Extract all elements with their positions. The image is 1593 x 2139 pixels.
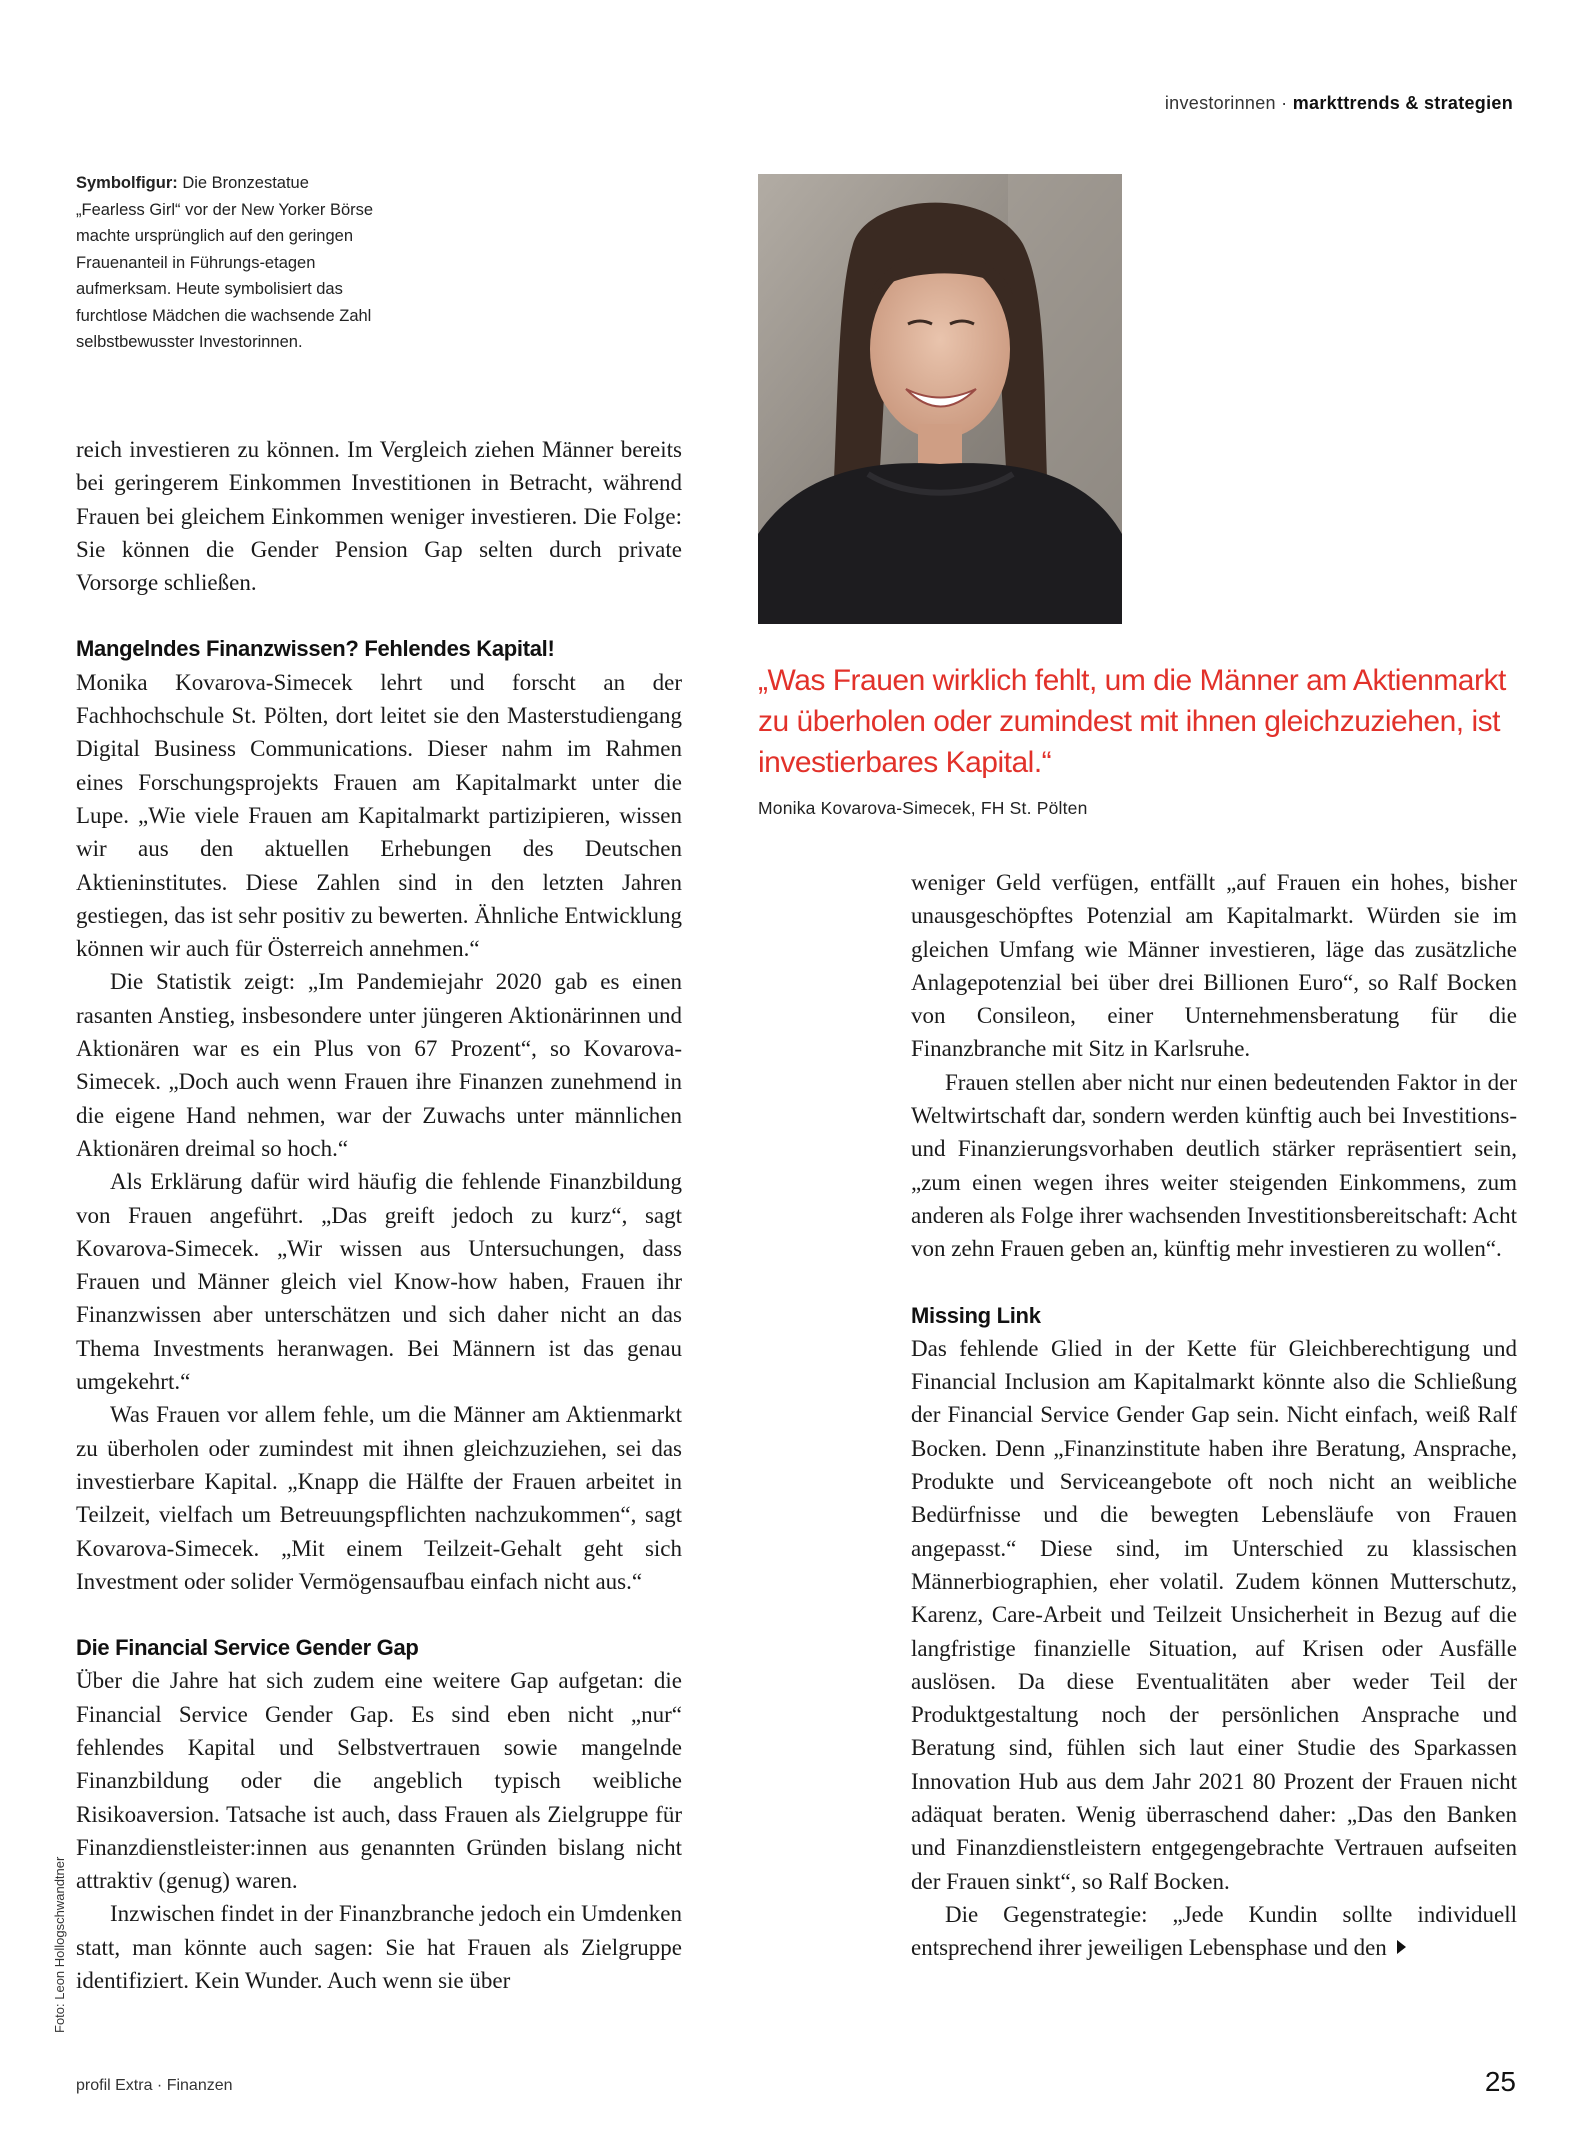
paragraph: Das fehlende Glied in der Kette für Gleichberechtigung und Financial Inclusion am Kapitalmarkt könnte also die Schließung der Financial Service Gender Gap sein. Nicht einfach, weiß Ralf Bocken. Denn „Finanzinstitute haben ihre Beratung, Ansprache, Produkte und Serviceangebote oft noch nicht an weibliche Bedürfnisse und die bewegten Lebensläufe von Frauen angepasst.“ Diese sind, im Unterschied zu klassischen Männerbiographien, eher volatil. Zudem können Mutterschutz, Karenz, Care-Arbeit und Teilzeit Unsicherheit in Bezug auf die langfristige finanzielle Situation, auf Krisen oder Ausfälle auslösen. Da diese Eventualitäten aber weder Teil der Produktgestaltung noch der persönlichen Ansprache und Beratung sind, fühlen sich laut einer Studie des Sparkassen Innovation Hub aus dem Jahr 2021 80 Prozent der Frauen nicht adäquat beraten. Wenig überraschend daher: „Das den Banken und Finanzdienstleistern entgegengebrachte Vertrauen aufseiten der Frauen sinkt“, so Ralf Bocken. bbox=[911, 1335, 1517, 1894]
pull-quote: „Was Frauen wirklich fehlt, um die Männer am Aktienmarkt zu überholen oder zumindest mit ihnen gleichzuziehen, ist investierbares Kapital.“ bbox=[758, 664, 1506, 779]
section-heading: Mangelndes Finanzwissen? Fehlendes Kapital! bbox=[76, 636, 555, 662]
paragraph-text: Die Gegenstrategie: „Jede Kundin sollte individuell entsprechend ihrer jeweiligen Lebensphase und den bbox=[911, 1901, 1517, 1961]
section-header bbox=[1165, 93, 1513, 114]
section-heading: Die Financial Service Gender Gap bbox=[76, 1635, 419, 1661]
photo-credit: Foto: Leon Hollogschwandtner bbox=[52, 1856, 67, 2033]
page-number: 25 bbox=[1484, 2066, 1516, 2097]
image-caption bbox=[76, 170, 376, 356]
pull-quote-source: Monika Kovarova-Simecek, FH St. Pölten bbox=[758, 798, 1088, 818]
continue-arrow-icon bbox=[1397, 1940, 1406, 1954]
paragraph: Über die Jahre hat sich zudem eine weitere Gap aufgetan: die Financial Service Gender Gap. Es sind eben nicht „nur“ fehlendes Kapital und Selbstvertrauen sowie mangelnde Finanzbildung oder die angeblich typisch weibliche Risikoaversion. Tatsache ist auch, dass Frauen als Zielgruppe für Finanzdienstleister:innen aus genannten Gründen bislang nicht attraktiv (genug) waren. bbox=[76, 1668, 682, 1894]
caption-text: Die Bronzestatue „Fearless Girl“ vor der New Yorker Börse machte ursprünglich auf den geringen Frauenanteil in Führungs-etagen aufmerksam. Heute symbolisiert das furchtlose Mädchen die wachsende Zahl selbstbewusster Investorinnen. bbox=[76, 174, 374, 351]
portrait-photo bbox=[758, 174, 1122, 624]
portrait-illustration bbox=[758, 174, 1122, 624]
footer-publication: profil Extra · Finanzen bbox=[76, 2077, 233, 2094]
caption-lead: Symbolfigur: bbox=[76, 174, 178, 192]
section-heading: Missing Link bbox=[911, 1302, 1041, 1328]
article-column-left bbox=[76, 433, 682, 1997]
paragraph: Als Erklärung dafür wird häufig die fehlende Finanzbildung von Frauen angeführt. „Das greift jedoch zu kurz“, sagt Kovarova-Simecek. „Wir wissen aus Untersuchungen, dass Frauen und Männer gleich viel Know-how haben, Frauen ihr Finanzwissen aber unterschätzen und sich daher nicht an das Thema Investments heranwagen. Bei Männern ist das genau umgekehrt.“ bbox=[76, 1169, 682, 1395]
paragraph: reich investieren zu können. Im Vergleich ziehen Männer bereits bei geringerem Einkommen Investitionen in Betracht, während Frauen bei gleichem Einkommen weniger investieren. Die Folge: Sie können die Gender Pension Gap selten durch private Vorsorge schließen. bbox=[76, 437, 682, 596]
paragraph: Monika Kovarova-Simecek lehrt und forscht an der Fachhochschule St. Pölten, dort leitet sie den Masterstudiengang Digital Business Communications. Dieser nahm im Rahmen eines Forschungsprojekts Frauen am Kapitalmarkt unter die Lupe. „Wie viele Frauen am Kapitalmarkt partizipieren, wissen wir aus den aktuellen Erhebungen des Deutschen Aktieninstitutes. Diese Zahlen sind in den letzten Jahren gestiegen, das ist sehr positiv zu bewerten. Ähnliche Entwicklung können wir auch für Österreich annehmen.“ bbox=[76, 669, 682, 962]
article-column-right bbox=[911, 866, 1517, 1965]
paragraph: Die Statistik zeigt: „Im Pandemiejahr 2020 gab es einen rasanten Anstieg, insbesondere unter jüngeren Aktionärinnen und Aktionären war es ein Plus von 67 Prozent“, so Kovarova-Simecek. „Doch auch wenn Frauen ihre Finanzen zunehmend in die eigene Hand nehmen, war der Zuwachs unter männlichen Aktionären dreimal so hoch.“ bbox=[76, 969, 682, 1161]
paragraph: Frauen stellen aber nicht nur einen bedeutenden Faktor in der Weltwirtschaft dar, sondern werden künftig auch bei Investitions- und Finanzierungsvorhaben deutlich stärker repräsentiert sein, „zum einen wegen ihres weiter steigenden Einkommens, zum anderen als Folge ihrer wachsenden Investitionsbereitschaft: Acht von zehn Frauen geben an, künftig mehr investieren zu wollen“. bbox=[911, 1069, 1517, 1262]
subsection-label: markttrends & strategien bbox=[1292, 93, 1513, 113]
paragraph-continued bbox=[911, 1898, 1517, 1965]
section-label: investorinnen · bbox=[1164, 93, 1288, 113]
paragraph: Was Frauen vor allem fehle, um die Männer am Aktienmarkt zu überholen oder zumindest mit ihnen gleichzuziehen, sei das investierbare Kapital. „Knapp die Hälfte der Frauen arbeitet in Teilzeit, vielfach um Betreuungspflichten nachzukommen“, sagt Kovarova-Simecek. „Mit einem Teilzeit-Gehalt geht sich Investment oder solider Vermögensaufbau einfach nicht aus.“ bbox=[76, 1402, 682, 1594]
paragraph: weniger Geld verfügen, entfällt „auf Frauen ein hohes, bisher unausgeschöpftes Potenzial am Kapitalmarkt. Würden sie im gleichen Umfang wie Männer investieren, läge das zusätzliche Anlagepotenzial bei über drei Billionen Euro“, so Ralf Bocken von Consileon, einer Unternehmensberatung für die Finanzbranche mit Sitz in Karlsruhe. bbox=[911, 870, 1517, 1062]
paragraph: Inzwischen findet in der Finanzbranche jedoch ein Umdenken statt, man könnte auch sagen: Sie hat Frauen als Zielgruppe identifiziert. Kein Wunder. Auch wenn sie über bbox=[76, 1901, 682, 1994]
